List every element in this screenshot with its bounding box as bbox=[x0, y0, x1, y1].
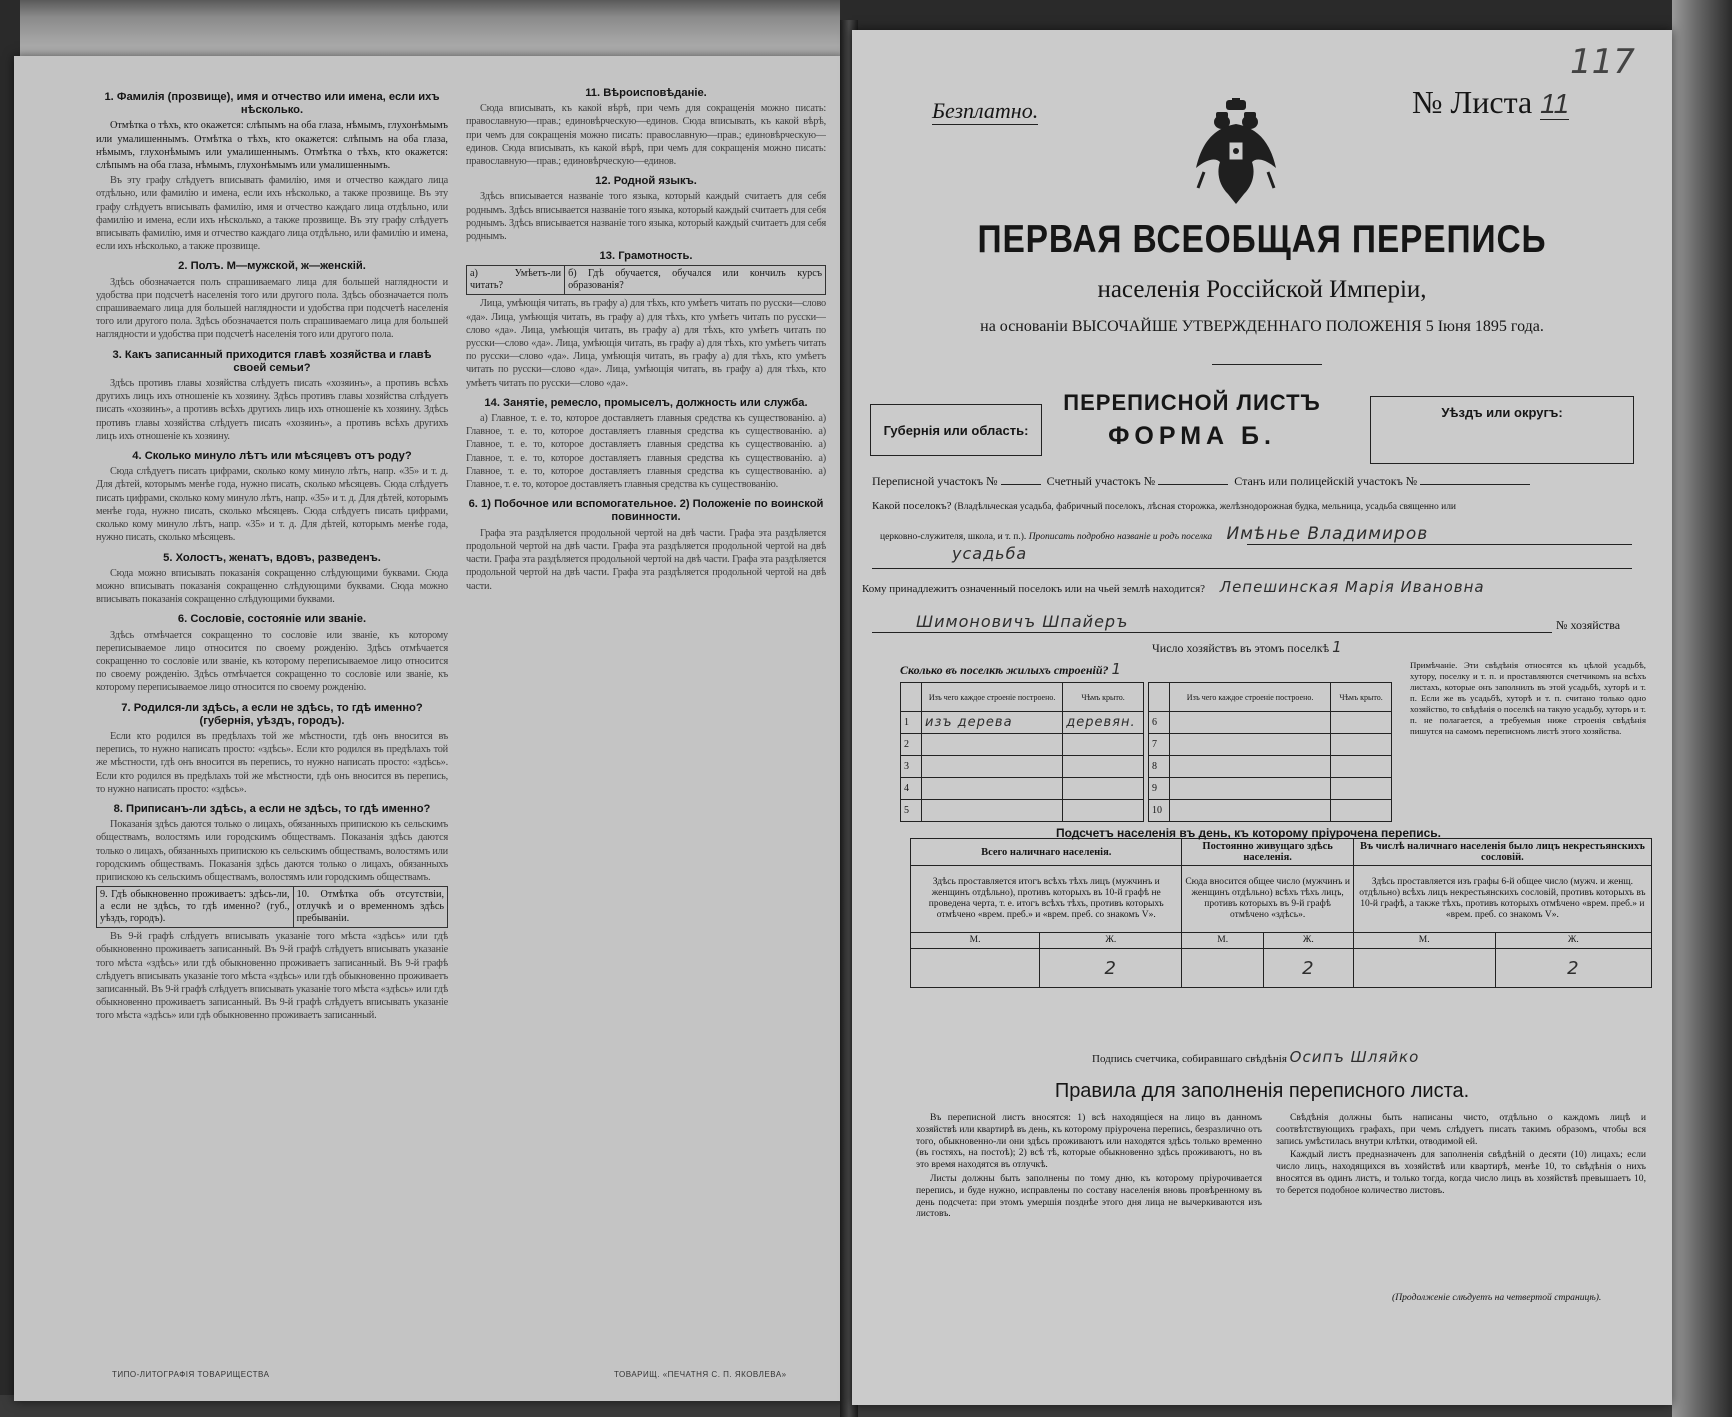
buildings-row bbox=[900, 660, 1122, 678]
row-number: 10 bbox=[1149, 800, 1170, 822]
section-text: Здѣсь противъ главы хозяйства слѣдуетъ писать «хозяинъ», а противъ всѣхъ другихъ лицъ ихъ отношеніе къ хозяину. Здѣсь противъ главы хозяйства слѣдуетъ писать «хозяинъ», а противъ всѣхъ другихъ лицъ ихъ отношеніе къ хозяину. Здѣсь противъ главы хозяйства слѣдуетъ писать «хозяинъ», а противъ всѣхъ другихъ лицъ ихъ отношеніе къ хозяину. bbox=[96, 378, 448, 442]
instructions-column-1 bbox=[96, 84, 448, 1374]
female-label: Ж. bbox=[1263, 933, 1353, 949]
section-text: Показанія здѣсь даются только о лицахъ, обязанныхъ припискою къ сельскимъ обществамъ, волостямъ или городскимъ обществамъ. Показанія здѣсь даются только о лицахъ, обязанныхъ припискою къ сельскимъ обществамъ, волостямъ или городскимъ обществамъ. Показанія здѣсь даются только о лицахъ, обязанныхъ припискою къ сельскимъ обществамъ, волостямъ или городскимъ обществамъ. bbox=[96, 819, 448, 883]
fill-line bbox=[872, 632, 1552, 633]
rules-paragraph: Въ переписной листъ вносятся: 1) всѣ находящіеся на лицо въ данномъ хозяйствѣ или квартирѣ въ день, къ которому пріурочена перепись, безразлично отъ того, обыкновенно-ли они здѣсь проживаютъ или находятся здѣсь только временно (въ гостяхъ, на постоѣ); 2) всѣ тѣ, которые обыкновенно здѣсь проживаютъ, но въ это время находятся въ отлучкѣ. bbox=[916, 1112, 1262, 1171]
fill-line bbox=[1001, 484, 1041, 485]
female-count: 2 bbox=[1263, 949, 1353, 988]
table-row bbox=[901, 800, 1144, 822]
rules-right-column bbox=[1276, 1112, 1646, 1290]
table-cell bbox=[1063, 756, 1144, 778]
counting-district-label: Счетный участокъ № bbox=[1046, 474, 1156, 488]
literacy-box bbox=[466, 265, 826, 295]
material-header: Изъ чего каждое строеніе построено. bbox=[922, 683, 1063, 712]
district-numbers-row bbox=[872, 474, 1530, 489]
roof-header: Чѣмъ крыто. bbox=[1331, 683, 1392, 712]
section-heading: 4. Сколько минуло лѣтъ или мѣсяцевъ отъ роду? bbox=[132, 450, 412, 463]
section-text: Лица, умѣющія читать, въ графу а) для тѣхъ, кто умѣетъ читать по русски—слово «да». Лица, умѣющія читать, въ графу а) для тѣхъ, кто умѣетъ читать по русски—слово «да». Лица, умѣющія читать, въ графу а) для тѣхъ, кто умѣетъ читать по русски—слово «да». Лица, умѣющія читать, въ графу а) для тѣхъ, кто умѣетъ читать по русски—слово «да». Лица, умѣющія читать, въ графу а) для тѣхъ, кто умѣетъ читать по русски—слово «да». Лица, умѣющія читать, въ графу а) для тѣхъ, кто умѣетъ читать по русски—слово «да». bbox=[466, 298, 826, 389]
female-count: 2 bbox=[1040, 949, 1182, 988]
population-title: Подсчетъ населенія въ день, къ которому пріурочена перепись. bbox=[1056, 826, 1441, 840]
settlement-row-2 bbox=[880, 524, 1428, 544]
literacy-read: а) Умѣетъ-ли читать? bbox=[467, 266, 565, 295]
table-cell bbox=[922, 800, 1063, 822]
province-box: Губернія или область: bbox=[870, 404, 1042, 456]
table-row bbox=[901, 712, 1144, 734]
population-column-header: Въ числѣ наличнаго населенія было лицъ некрестьянскихъ сословій. bbox=[1353, 839, 1651, 866]
table-cell bbox=[1170, 756, 1331, 778]
section-heading: 8. Приписанъ-ли здѣсь, а если не здѣсь, то гдѣ именно? bbox=[113, 802, 431, 815]
signature-label: Подпись счетчика, собиравшаго свѣдѣнія bbox=[1092, 1053, 1287, 1065]
male-count bbox=[1182, 949, 1263, 988]
section-text: Если кто родился въ предѣлахъ той же мѣстности, гдѣ онъ вносится въ перепись, то нужно написать просто: «здѣсь». Если кто родился въ предѣлахъ той же мѣстности, гдѣ онъ вносится въ перепись, то нужно написать просто: «здѣсь». Если кто родился въ предѣлахъ той же мѣстности, гдѣ онъ вносится въ перепись, то нужно написать просто: «здѣсь». bbox=[96, 730, 448, 795]
rules-paragraph: Каждый листъ предназначенъ для заполненія свѣдѣній о десяти (10) лицахъ; если число лицъ, находящихся въ хозяйствѣ или квартирѣ, менѣе 10, то свѣдѣнія о нихъ вносятся въ одинъ листъ, и только тогда, когда число лицъ въ хозяйствѣ превышаетъ 10, то берется подобное количество листовъ. bbox=[1276, 1149, 1646, 1196]
table-row bbox=[1149, 712, 1392, 734]
double-headed-eagle-emblem bbox=[1194, 98, 1278, 208]
section-text: Въ эту графу слѣдуетъ вписывать фамилію, имя и отчество каждаго лица отдѣльно, или фамилію и имена, если ихъ нѣсколько, а также прозвище. Въ эту графу слѣдуетъ вписывать фамилію, имя и отчество каждаго лица отдѣльно, или фамилію и имена, если ихъ нѣсколько, а также прозвище. Въ эту графу слѣдуетъ вписывать фамилію, имя и отчество каждаго лица отдѣльно, или фамилію и имена, если ихъ нѣсколько, а также прозвище. bbox=[96, 175, 448, 253]
section-text: Сюда слѣдуетъ писать цифрами, сколько кому минуло лѣтъ, напр. «35» и т. д. Для дѣтей, которымъ менѣе года, нужно писать, сколько мѣсяцевъ. Сюда слѣдуетъ писать цифрами, сколько кому минуло лѣтъ, напр. «35» и т. д. Для дѣтей, которымъ менѣе года, нужно писать, сколько мѣсяцевъ. Сюда слѣдуетъ писать цифрами, сколько кому минуло лѣтъ, напр. «35» и т. д. Для дѣтей, которымъ менѣе года, нужно писать, сколько мѣсяцевъ. bbox=[96, 466, 448, 544]
table-cell bbox=[1170, 800, 1331, 822]
male-label: М. bbox=[1353, 933, 1495, 949]
owner-row bbox=[862, 578, 1485, 596]
section-heading: 12. Родной языкъ. bbox=[595, 175, 697, 188]
form-heading-line2: ФОРМА Б. bbox=[1108, 422, 1276, 450]
rules-paragraph: Листы должны быть заполнены по тому дню, къ которому пріурочивается перепись, и буде нужно, исправлены по составу населенія вновь провѣренному въ день подсчета: при этомъ умершія позднѣе этого дня лица не вычеркиваются изъ листовъ. bbox=[916, 1172, 1262, 1220]
table-cell bbox=[922, 734, 1063, 756]
section-heading: 13. Грамотность. bbox=[599, 250, 693, 263]
section-heading: 2. Полъ. М—мужской, ж—женскій. bbox=[178, 260, 366, 273]
book-edge-top bbox=[20, 0, 840, 56]
male-label: М. bbox=[1182, 933, 1263, 949]
instructions-column-2 bbox=[466, 80, 826, 1370]
table-cell bbox=[1170, 734, 1331, 756]
fill-line bbox=[872, 568, 1632, 569]
table-cell bbox=[922, 756, 1063, 778]
settlement-label: Какой поселокъ? bbox=[872, 500, 952, 512]
owner-handwriting-2: Шимоновичъ Шпайеръ bbox=[916, 612, 1129, 631]
material-handwriting: изъ дерева bbox=[922, 712, 1063, 734]
fill-line bbox=[1247, 544, 1632, 545]
right-page bbox=[852, 30, 1672, 1405]
table-cell bbox=[1063, 778, 1144, 800]
book-edge-right bbox=[1672, 0, 1732, 1417]
form-heading bbox=[1042, 390, 1342, 451]
owner-handwriting: Лепешинская Марія Ивановна bbox=[1219, 578, 1485, 596]
table-row bbox=[911, 949, 1652, 988]
row-number: 9 bbox=[1149, 778, 1170, 800]
section-text: Здѣсь вписывается названіе того языка, который каждый считаетъ для себя роднымъ. Здѣсь вписывается названіе того языка, который каждый считаетъ для себя роднымъ. Здѣсь вписывается названіе того языка, который каждый считаетъ для себя роднымъ. bbox=[466, 191, 826, 243]
household-count-label: Число хозяйствъ въ этомъ поселкѣ bbox=[1152, 641, 1330, 655]
section-text: Въ 9-й графѣ слѣдуетъ вписывать указаніе того мѣста «здѣсь» или гдѣ обыкновенно проживаетъ записанный. Въ 9-й графѣ слѣдуетъ вписывать указаніе того мѣста «здѣсь» или гдѣ обыкновенно проживаетъ записанный. Въ 9-й графѣ слѣдуетъ вписывать указаніе того мѣста «здѣсь» или гдѣ обыкновенно проживаетъ записанный. Въ 9-й графѣ слѣдуетъ вписывать указаніе того мѣста «здѣсь» или гдѣ обыкновенно проживаетъ записанный. Въ 9-й графѣ слѣдуетъ вписывать указаніе того мѣста «здѣсь» или гдѣ обыкновенно проживаетъ записанный. bbox=[96, 931, 448, 1022]
rules-left-column bbox=[916, 1112, 1262, 1290]
table-row bbox=[911, 839, 1652, 866]
archive-page-number: 117 bbox=[1570, 42, 1635, 82]
male-count bbox=[911, 949, 1040, 988]
police-district-label: Станъ или полицейскій участокъ № bbox=[1234, 474, 1418, 488]
settlement-hint-3: Прописать подробно названіе и родъ поселка bbox=[1028, 532, 1213, 542]
title-divider bbox=[1212, 364, 1322, 365]
section-heading: 6. 1) Побочное или вспомогательное. 2) Положеніе по воинской повинности. bbox=[468, 498, 824, 524]
table-row bbox=[901, 778, 1144, 800]
roof-handwriting: деревян. bbox=[1063, 712, 1144, 734]
section-heading: 1. Фамилія (прозвище), имя и отчество или имена, если ихъ нѣсколько. bbox=[104, 91, 440, 117]
table-cell bbox=[1170, 712, 1331, 734]
census-subtitle: населенія Россійской Имперіи, bbox=[1097, 276, 1427, 303]
section-text: Отмѣтка о тѣхъ, кто окажется: слѣпымъ на оба глаза, нѣмымъ, глухонѣмымъ или умалишеннымъ. Отмѣтка о тѣхъ, кто окажется: слѣпымъ на оба глаза, нѣмымъ, глухонѣмымъ или умалишеннымъ. Отмѣтка о тѣхъ, кто окажется: слѣпымъ на оба глаза, нѣмымъ, глухонѣмымъ или умалишеннымъ. bbox=[96, 120, 448, 172]
household-count-row bbox=[1152, 638, 1343, 656]
left-page bbox=[14, 56, 846, 1401]
table-corner bbox=[1149, 683, 1170, 712]
residence-absence-box bbox=[96, 886, 448, 928]
census-legal-basis: на основаніи ВЫСОЧАЙШЕ УТВЕРЖДЕННАГО ПОЛОЖЕНІЯ 5 Іюня 1895 года. bbox=[980, 318, 1544, 335]
rules-title: Правила для заполненія переписного листа. bbox=[1054, 1080, 1470, 1102]
household-number-label: № хозяйства bbox=[1556, 618, 1621, 632]
row-number: 2 bbox=[901, 734, 922, 756]
table-cell bbox=[1331, 734, 1392, 756]
buildings-table-right bbox=[1148, 682, 1392, 822]
table-cell bbox=[1331, 756, 1392, 778]
population-column-description: Здѣсь проставляется изъ графы 6-й общее число (мужч. и женщ. отдѣльно) всѣхъ лицъ некрестьянскихъ сословій, противъ которыхъ въ 10-й графѣ, а также тѣхъ, противъ которыхъ отмѣчено «врем. преб.» и «врем. преб. со знакомъ V». bbox=[1353, 866, 1651, 933]
female-label: Ж. bbox=[1495, 933, 1651, 949]
printer-imprint-left: ТИПО-ЛИТОГРАФІЯ ТОВАРИЩЕСТВА bbox=[112, 1370, 270, 1379]
census-district-label: Переписной участокъ № bbox=[872, 474, 998, 488]
row-number: 1 bbox=[901, 712, 922, 734]
table-cell bbox=[1063, 734, 1144, 756]
table-row bbox=[1149, 734, 1392, 756]
section-heading: 5. Холостъ, женатъ, вдовъ, разведенъ. bbox=[163, 551, 381, 564]
section-heading: 3. Какъ записанный приходится главѣ хозяйства и главѣ своей семьи? bbox=[112, 348, 432, 374]
female-count: 2 bbox=[1495, 949, 1651, 988]
row-number: 7 bbox=[1149, 734, 1170, 756]
table-cell bbox=[1331, 778, 1392, 800]
population-column-header: Постоянно живущаго здѣсь населенія. bbox=[1182, 839, 1353, 866]
sheet-number-value: 11 bbox=[1540, 88, 1570, 119]
table-cell bbox=[1063, 800, 1144, 822]
table-cell bbox=[1331, 712, 1392, 734]
section-text: Здѣсь обозначается полъ спрашиваемаго лица для большей наглядности и удобства при подсчетѣ населенія того или другого пола. Здѣсь обозначается полъ спрашиваемаго лица для большей наглядности и удобства при подсчетѣ населенія того или другого пола. Здѣсь обозначается полъ спрашиваемаго лица для большей наглядности и удобства при подсчетѣ населенія того или другого пола. bbox=[96, 276, 448, 341]
signature-row bbox=[1092, 1048, 1419, 1066]
male-count bbox=[1353, 949, 1495, 988]
row-number: 5 bbox=[901, 800, 922, 822]
population-count-table bbox=[910, 838, 1652, 988]
literacy-education: б) Гдѣ обучается, обучался или кончилъ курсъ образованія? bbox=[565, 266, 826, 295]
row-number: 3 bbox=[901, 756, 922, 778]
section-heading: 14. Занятіе, ремесло, промыселъ, должность или служба. bbox=[484, 396, 808, 409]
rules-paragraph: Свѣдѣнія должны быть написаны чисто, отдѣльно о каждомъ лицѣ и соотвѣтствующихъ графахъ, при чемъ слѣдуетъ писать такимъ образомъ, чтобы вся запись умѣстилась внутри клѣтки, отводимой ей. bbox=[1276, 1112, 1646, 1147]
material-header: Изъ чего каждое строеніе построено. bbox=[1170, 683, 1331, 712]
section-text: а) Главное, т. е. то, которое доставляетъ главныя средства къ существованію. а) Главное, т. е. то, которое доставляетъ главныя средства къ существованію. а) Главное, т. е. то, которое доставляетъ главныя средства къ существованію. а) Главное, т. е. то, которое доставляетъ главныя средства къ существованію. а) Главное, т. е. то, которое доставляетъ главныя средства къ существованію. а) Главное, т. е. то, которое доставляетъ главныя средства къ существованію. bbox=[466, 413, 826, 491]
roof-header: Чѣмъ крыто. bbox=[1063, 683, 1144, 712]
sheet-number-label: № Листа bbox=[1412, 84, 1533, 120]
buildings-table-left bbox=[900, 682, 1144, 822]
settlement-handwriting-2: усадьба bbox=[952, 544, 1028, 563]
table-corner bbox=[901, 683, 922, 712]
section-heading: 6. Сословіе, состояніе или званіе. bbox=[177, 613, 367, 626]
table-cell bbox=[1331, 800, 1392, 822]
table-row bbox=[911, 933, 1652, 949]
row-number: 6 bbox=[1149, 712, 1170, 734]
buildings-value: 1 bbox=[1111, 660, 1123, 678]
table-cell bbox=[922, 778, 1063, 800]
row-number: 8 bbox=[1149, 756, 1170, 778]
section-heading: 7. Родился-ли здѣсь, а если не здѣсь, то гдѣ именно? (губернія, уѣздъ, городъ). bbox=[121, 701, 423, 727]
absence-question: 10. Отмѣтка объ отсутствіи, отлучкѣ и о временномъ здѣсь пребываніи. bbox=[293, 887, 447, 928]
table-row bbox=[1149, 756, 1392, 778]
settlement-row bbox=[872, 500, 1456, 512]
signature-handwriting: Осипъ Шляйко bbox=[1289, 1048, 1420, 1066]
printer-imprint-right: ТОВАРИЩ. «ПЕЧАТНЯ С. П. ЯКОВЛЕВА» bbox=[614, 1370, 787, 1379]
table-row bbox=[901, 734, 1144, 756]
section-heading: 11. Вѣроисповѣданіе. bbox=[585, 87, 707, 99]
section-text: Здѣсь отмѣчается сокращенно то сословіе или званіе, къ которому переписываемое лицо относится по своему рожденію. Здѣсь отмѣчается сокращенно то сословіе или званіе, къ которому переписываемое лицо относится по своему рожденію. Здѣсь отмѣчается сокращенно то сословіе или званіе, къ которому переписываемое лицо относится по своему рожденію. bbox=[96, 629, 448, 694]
census-title: ПЕРВАЯ ВСЕОБЩАЯ ПЕРЕПИСЬ bbox=[977, 218, 1547, 261]
settlement-hint: (Владѣльческая усадьба, фабричный поселокъ, лѣсная сторожка, желѣзнодорожная будка, мельница, усадьба священно или bbox=[954, 502, 1457, 512]
district-box: Уѣздъ или округъ: bbox=[1370, 396, 1634, 464]
sheet-number bbox=[1412, 84, 1569, 121]
free-label: Безплатно. bbox=[932, 98, 1039, 123]
residence-question: 9. Гдѣ обыкновенно проживаетъ: здѣсь-ли, а если не здѣсь, то гдѣ именно? (губ., уѣздъ, городъ). bbox=[97, 887, 294, 928]
table-row bbox=[1149, 778, 1392, 800]
owner-label: Кому принадлежитъ означенный поселокъ или на чьей землѣ находится? bbox=[862, 583, 1206, 595]
household-count-value: 1 bbox=[1332, 638, 1343, 656]
settlement-handwriting: Имѣнье Владимиров bbox=[1226, 524, 1429, 544]
section-text: Сюда вписывать, къ какой вѣрѣ, при чемъ для сокращенія можно писать: православную—прав.; единовѣрческую—единов. Сюда вписывать, къ какой вѣрѣ, при чемъ для сокращенія можно писать: православную—прав.; единовѣрческую—единов. Сюда вписывать, къ какой вѣрѣ, при чемъ для сокращенія можно писать: православную—прав.; единовѣрческую—единов. bbox=[466, 103, 826, 168]
male-label: М. bbox=[911, 933, 1040, 949]
female-label: Ж. bbox=[1040, 933, 1182, 949]
fill-line bbox=[1158, 484, 1228, 485]
table-cell bbox=[1170, 778, 1331, 800]
section-text: Сюда можно вписывать показанія сокращенно слѣдующими буквами. Сюда можно вписывать показанія сокращенно слѣдующими буквами. Сюда можно вписывать показанія сокращенно слѣдующими буквами. bbox=[96, 567, 448, 606]
fill-line bbox=[1420, 484, 1530, 485]
table-row bbox=[901, 756, 1144, 778]
rules-continued: (Продолженіе слѣдуетъ на четвертой страницѣ). bbox=[1392, 1292, 1602, 1303]
table-row bbox=[911, 866, 1652, 933]
table-row bbox=[1149, 800, 1392, 822]
settlement-hint-2: церковно-служителя, школа, и т. п.). bbox=[880, 532, 1027, 542]
buildings-label: Сколько въ поселкѣ жилыхъ строеній? bbox=[900, 663, 1109, 677]
population-column-header: Всего наличнаго населенія. bbox=[911, 839, 1182, 866]
row-number: 4 bbox=[901, 778, 922, 800]
form-heading-line1: ПЕРЕПИСНОЙ ЛИСТЪ bbox=[1063, 390, 1321, 415]
section-text: Графа эта раздѣляется продольной чертой на двѣ части. Графа эта раздѣляется продольной чертой на двѣ части. Графа эта раздѣляется продольной чертой на двѣ части. Графа эта раздѣляется продольной чертой на двѣ части. Графа эта раздѣляется продольной чертой на двѣ части. Графа эта раздѣляется продольной чертой на двѣ части. bbox=[466, 527, 826, 592]
buildings-note: Примѣчаніе. Эти свѣдѣнія относятся къ цѣлой усадьбѣ, хутору, поселку и т. п. и проставляются счетчикомъ на всѣхъ листахъ, которые онъ заполнилъ въ этой усадьбѣ, хуторѣ и т. п. Если же въ усадьбѣ, хуторѣ и т. п. считано только одно хозяйство, то свѣдѣнія о поселкѣ на такую усадьбу, хуторъ и т. п. не полагается, а требуемыя ниже строенія свѣдѣнія пишутся на самомъ переписномъ листѣ этого хозяйства. bbox=[1410, 660, 1646, 736]
population-column-description: Здѣсь проставляется итогъ всѣхъ тѣхъ лицъ (мужчинъ и женщинъ отдѣльно), противъ которыхъ въ 10-й графѣ не проведена черта, т. е. итогъ всѣхъ тѣхъ, противъ которыхъ отмѣчено «врем. преб.» и «врем. преб. со знакомъ V». bbox=[911, 866, 1182, 933]
population-column-description: Сюда вносится общее число (мужчинъ и женщинъ отдѣльно) всѣхъ тѣхъ лицъ, противъ которыхъ въ 9-й графѣ отмѣчено «здѣсь». bbox=[1182, 866, 1353, 933]
